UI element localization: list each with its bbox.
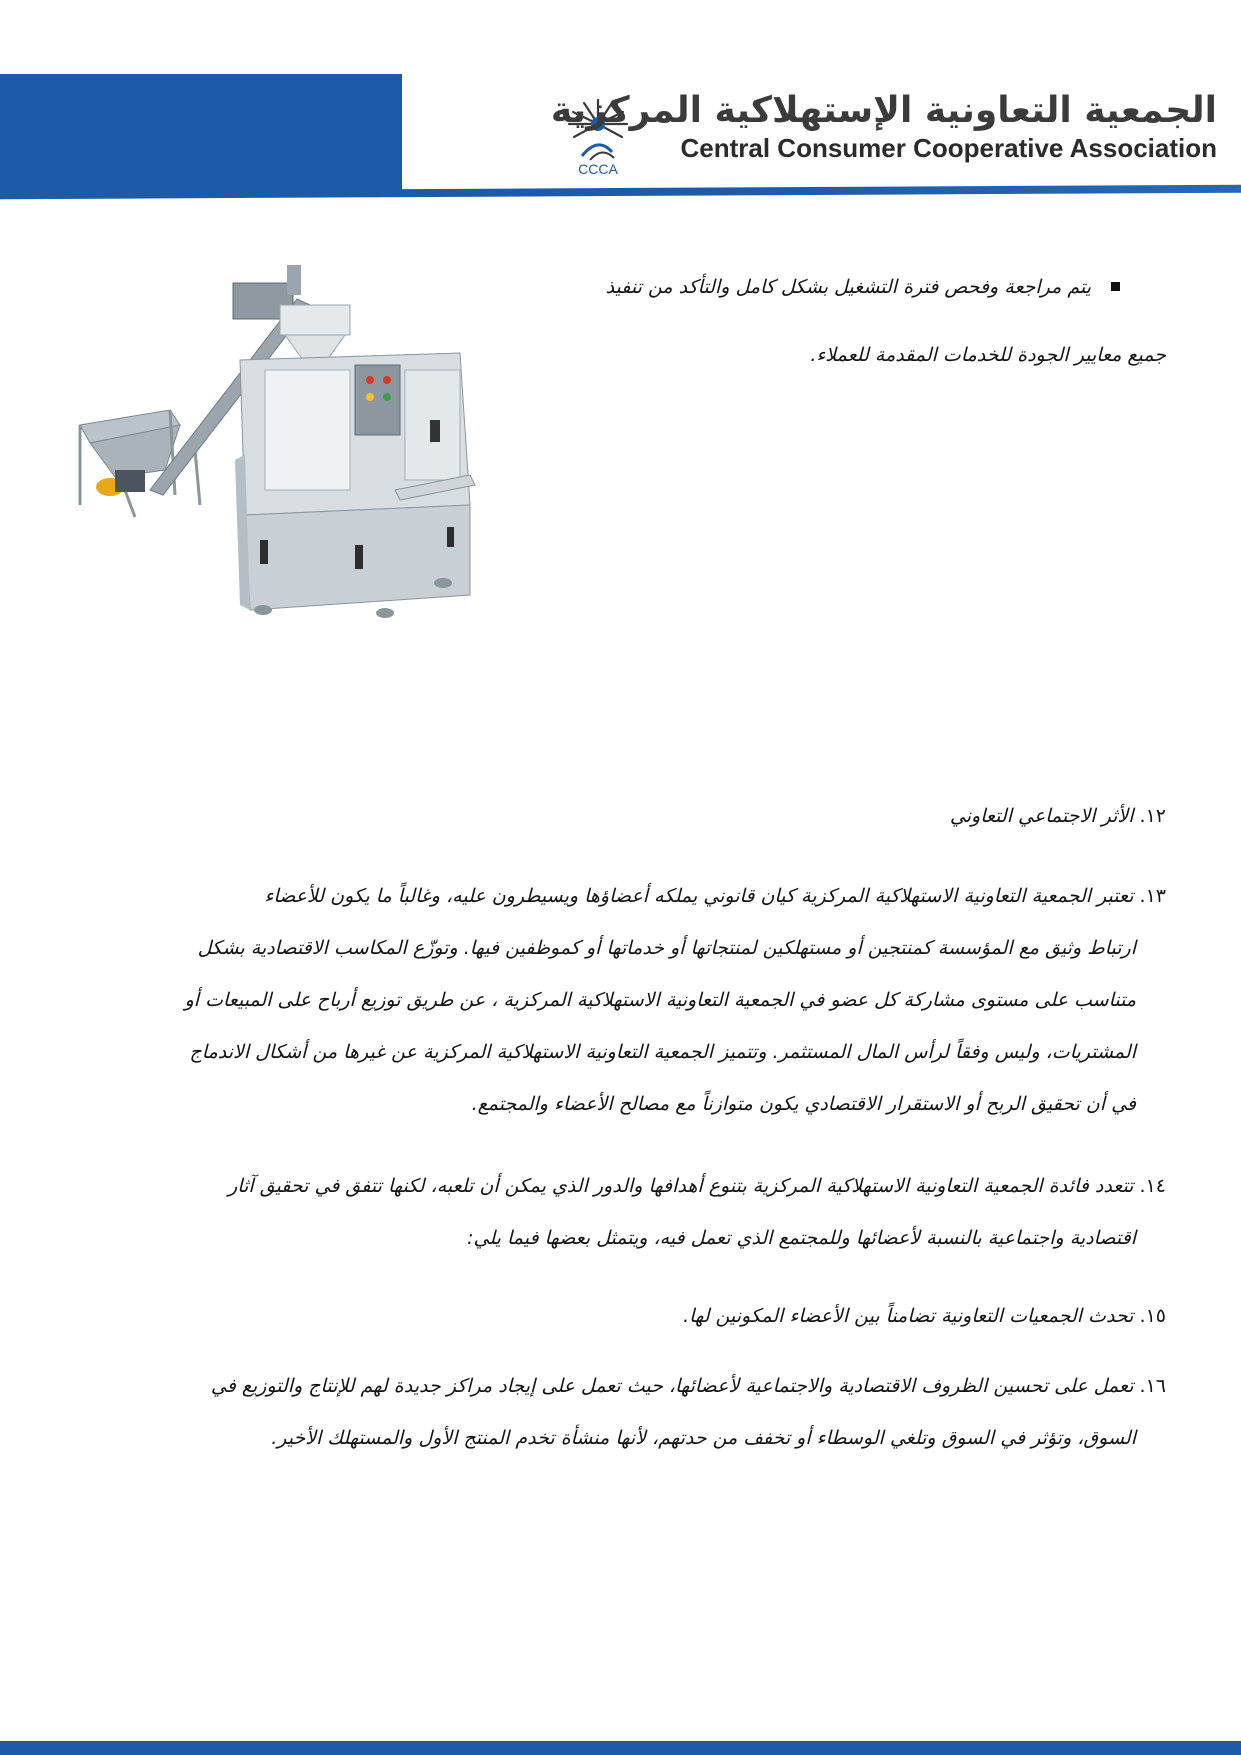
org-name-arabic: الجمعية التعاونية الإستهلاكية المركزية [550,90,1217,131]
list-item-15 [56,1290,1166,1342]
item-line: في أن تحقيق الربح أو الاستقرار الاقتصادي يكون متوازناً مع مصالح الأعضاء والمجتمع. [471,1093,1136,1115]
item-number: ١٥. [1139,1305,1166,1327]
item-line: ارتباط وثيق مع المؤسسة كمنتجين أو مستهلكين لمنتجاتها أو خدماتها أو كموظفين فيها. وتوزّع المكاسب الاقتصادية بشكل [197,937,1136,959]
item-line: متناسب على مستوى مشاركة كل عضو في الجمعية التعاونية الاستهلاكية المركزية ، عن طريق توزيع أرباح على المبيعات أو [184,989,1136,1011]
item-line: اقتصادية واجتماعية بالنسبة لأعضائها وللمجتمع الذي تعمل فيه، ويتمثل بعضها فيما يلي: [467,1227,1136,1249]
item-line: تحدث الجمعيات التعاونية تضامناً بين الأعضاء المكونين لها. [683,1305,1134,1327]
item-line: تعتبر الجمعية التعاونية الاستهلاكية المركزية كيان قانوني يملكه أعضاؤها ويسيطرون عليه، وغالباً ما يكون للأعضاء [264,885,1134,907]
item-line: الأثر الاجتماعي التعاوني [949,805,1134,827]
item-line: تتعدد فائدة الجمعية التعاونية الاستهلاكية المركزية بتنوع أهدافها والدور الذي يمكن أن تلعبه، لكنها تتفق في تحقيق آثار [228,1175,1134,1197]
list-item-12 [56,790,1166,842]
item-number: ١٦. [1139,1375,1166,1397]
footer-band [0,1741,1241,1755]
packaging-machine-image [75,265,535,685]
bullet-line-1: يتم مراجعة وفحص فترة التشغيل بشكل كامل والتأكد من تنفيذ [605,276,1091,298]
org-name-english: Central Consumer Cooperative Association [680,133,1217,163]
item-line: تعمل على تحسين الظروف الاقتصادية والاجتماعية لأعضائها، حيث تعمل على إيجاد مراكز جديدة لهم للإنتاج والتوزيع في [210,1375,1134,1397]
item-line: السوق، وتؤثر في السوق وتلغي الوسطاء أو تخفف من حدتهم، لأنها منشأة تخدم المنتج الأول والمستهلك الأخير. [271,1427,1136,1449]
list-item-14 [56,1160,1166,1264]
item-number: ١٤. [1139,1175,1166,1197]
quality-bullet [526,270,1166,406]
list-item-16 [56,1360,1166,1464]
item-number: ١٢. [1139,805,1166,827]
bullet-icon [1111,282,1120,291]
list-item-13 [56,870,1166,1130]
header-blue-panel [0,74,402,194]
item-line: المشتريات، وليس وفقاً لرأس المال المستثمر. وتتميز الجمعية التعاونية الاستهلاكية المركزية عن غيرها من أشكال الاندماج [189,1041,1136,1063]
logo-text: CCCA [578,161,618,177]
item-number: ١٣. [1139,885,1166,907]
bullet-line-2: جميع معايير الجودة للخدمات المقدمة للعملاء. [810,344,1166,366]
